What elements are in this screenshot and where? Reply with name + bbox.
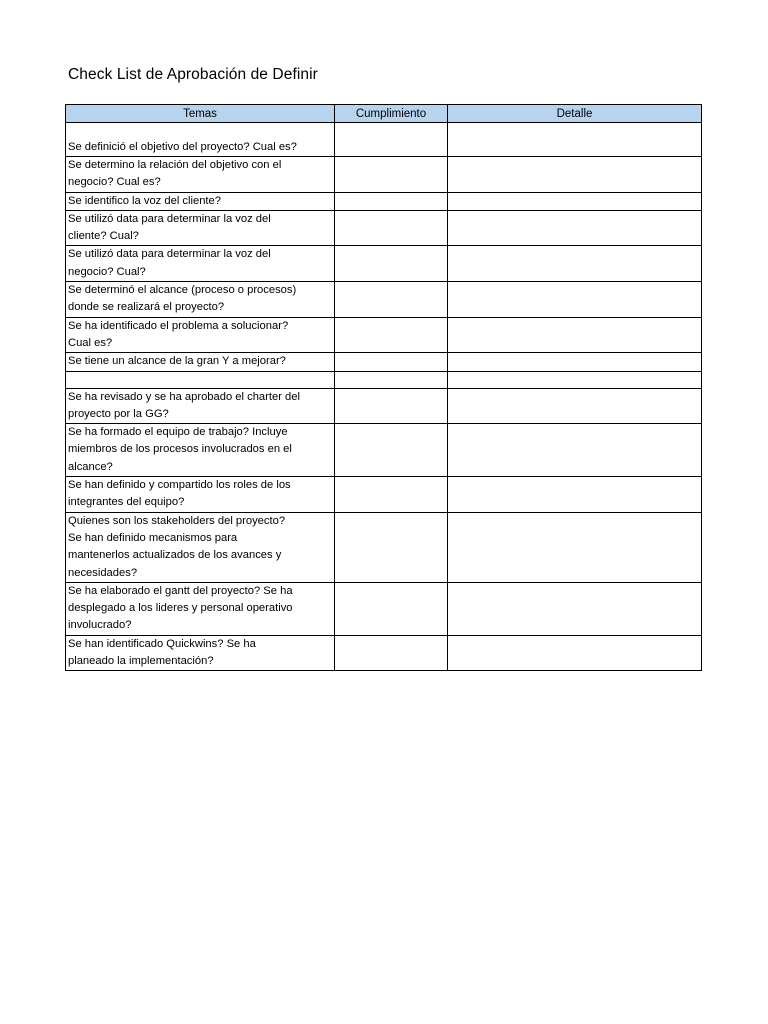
- table-row: [66, 424, 702, 477]
- detalle-cell[interactable]: [448, 282, 702, 318]
- detalle-cell[interactable]: [448, 582, 702, 635]
- cumplimiento-cell[interactable]: [335, 282, 448, 318]
- detalle-cell[interactable]: [448, 635, 702, 671]
- table-header-row: [66, 105, 702, 123]
- tema-cell: Se han identificado Quickwins? Se ha planeado la implementación?: [66, 635, 335, 671]
- cumplimiento-cell[interactable]: [335, 424, 448, 477]
- table-row: [66, 635, 702, 671]
- cumplimiento-cell[interactable]: [335, 210, 448, 246]
- cumplimiento-cell[interactable]: [335, 582, 448, 635]
- table-row: [66, 582, 702, 635]
- cumplimiento-cell[interactable]: [335, 157, 448, 193]
- detalle-cell[interactable]: [448, 477, 702, 513]
- detalle-cell[interactable]: [448, 424, 702, 477]
- cumplimiento-cell[interactable]: [335, 317, 448, 353]
- cumplimiento-cell[interactable]: [335, 353, 448, 371]
- detalle-cell[interactable]: [448, 123, 702, 157]
- table-row: [66, 282, 702, 318]
- table-row: [66, 388, 702, 424]
- cumplimiento-cell[interactable]: [335, 388, 448, 424]
- detalle-cell[interactable]: [448, 157, 702, 193]
- column-header-cumplimiento: Cumplimiento: [335, 105, 448, 123]
- table-row: [66, 477, 702, 513]
- detalle-cell[interactable]: [448, 317, 702, 353]
- table-row: [66, 157, 702, 193]
- tema-cell: Se determino la relación del objetivo con el negocio? Cual es?: [66, 157, 335, 193]
- tema-cell: Se ha elaborado el gantt del proyecto? Se ha desplegado a los lideres y personal operativo involucrado?: [66, 582, 335, 635]
- tema-cell: Se identifico la voz del cliente?: [66, 192, 335, 210]
- table-row: [66, 512, 702, 582]
- tema-cell: Se utilizó data para determinar la voz del negocio? Cual?: [66, 246, 335, 282]
- detalle-cell[interactable]: [448, 388, 702, 424]
- detalle-cell[interactable]: [448, 246, 702, 282]
- detalle-cell[interactable]: [448, 353, 702, 371]
- cumplimiento-cell[interactable]: [335, 192, 448, 210]
- tema-cell: Se tiene un alcance de la gran Y a mejorar?: [66, 353, 335, 371]
- table-row: [66, 317, 702, 353]
- table-row: [66, 246, 702, 282]
- tema-cell: Se definició el objetivo del proyecto? Cual es?: [66, 123, 335, 157]
- cumplimiento-cell[interactable]: [335, 371, 448, 388]
- cumplimiento-cell[interactable]: [335, 123, 448, 157]
- detalle-cell[interactable]: [448, 371, 702, 388]
- table-row: [66, 210, 702, 246]
- detalle-cell[interactable]: [448, 192, 702, 210]
- tema-cell: [66, 371, 335, 388]
- table-row: [66, 353, 702, 371]
- cumplimiento-cell[interactable]: [335, 512, 448, 582]
- column-header-detalle: Detalle: [448, 105, 702, 123]
- cumplimiento-cell[interactable]: [335, 635, 448, 671]
- page-title: Check List de Aprobación de Definir: [68, 66, 318, 83]
- tema-cell: Se ha identificado el problema a solucionar? Cual es?: [66, 317, 335, 353]
- cumplimiento-cell[interactable]: [335, 477, 448, 513]
- tema-cell: Quienes son los stakeholders del proyecto? Se han definido mecanismos para mantenerlos actualizados de los avances y necesidades?: [66, 512, 335, 582]
- checklist-table: [65, 104, 702, 671]
- table-row: [66, 192, 702, 210]
- detalle-cell[interactable]: [448, 210, 702, 246]
- tema-cell: Se han definido y compartido los roles de los integrantes del equipo?: [66, 477, 335, 513]
- tema-cell: Se determinó el alcance (proceso o procesos) donde se realizará el proyecto?: [66, 282, 335, 318]
- column-header-temas: Temas: [66, 105, 335, 123]
- cumplimiento-cell[interactable]: [335, 246, 448, 282]
- table-row: [66, 371, 702, 388]
- tema-cell: Se utilizó data para determinar la voz del cliente? Cual?: [66, 210, 335, 246]
- table-row: [66, 123, 702, 157]
- tema-cell: Se ha formado el equipo de trabajo? Incluye miembros de los procesos involucrados en el alcance?: [66, 424, 335, 477]
- detalle-cell[interactable]: [448, 512, 702, 582]
- tema-cell: Se ha revisado y se ha aprobado el charter del proyecto por la GG?: [66, 388, 335, 424]
